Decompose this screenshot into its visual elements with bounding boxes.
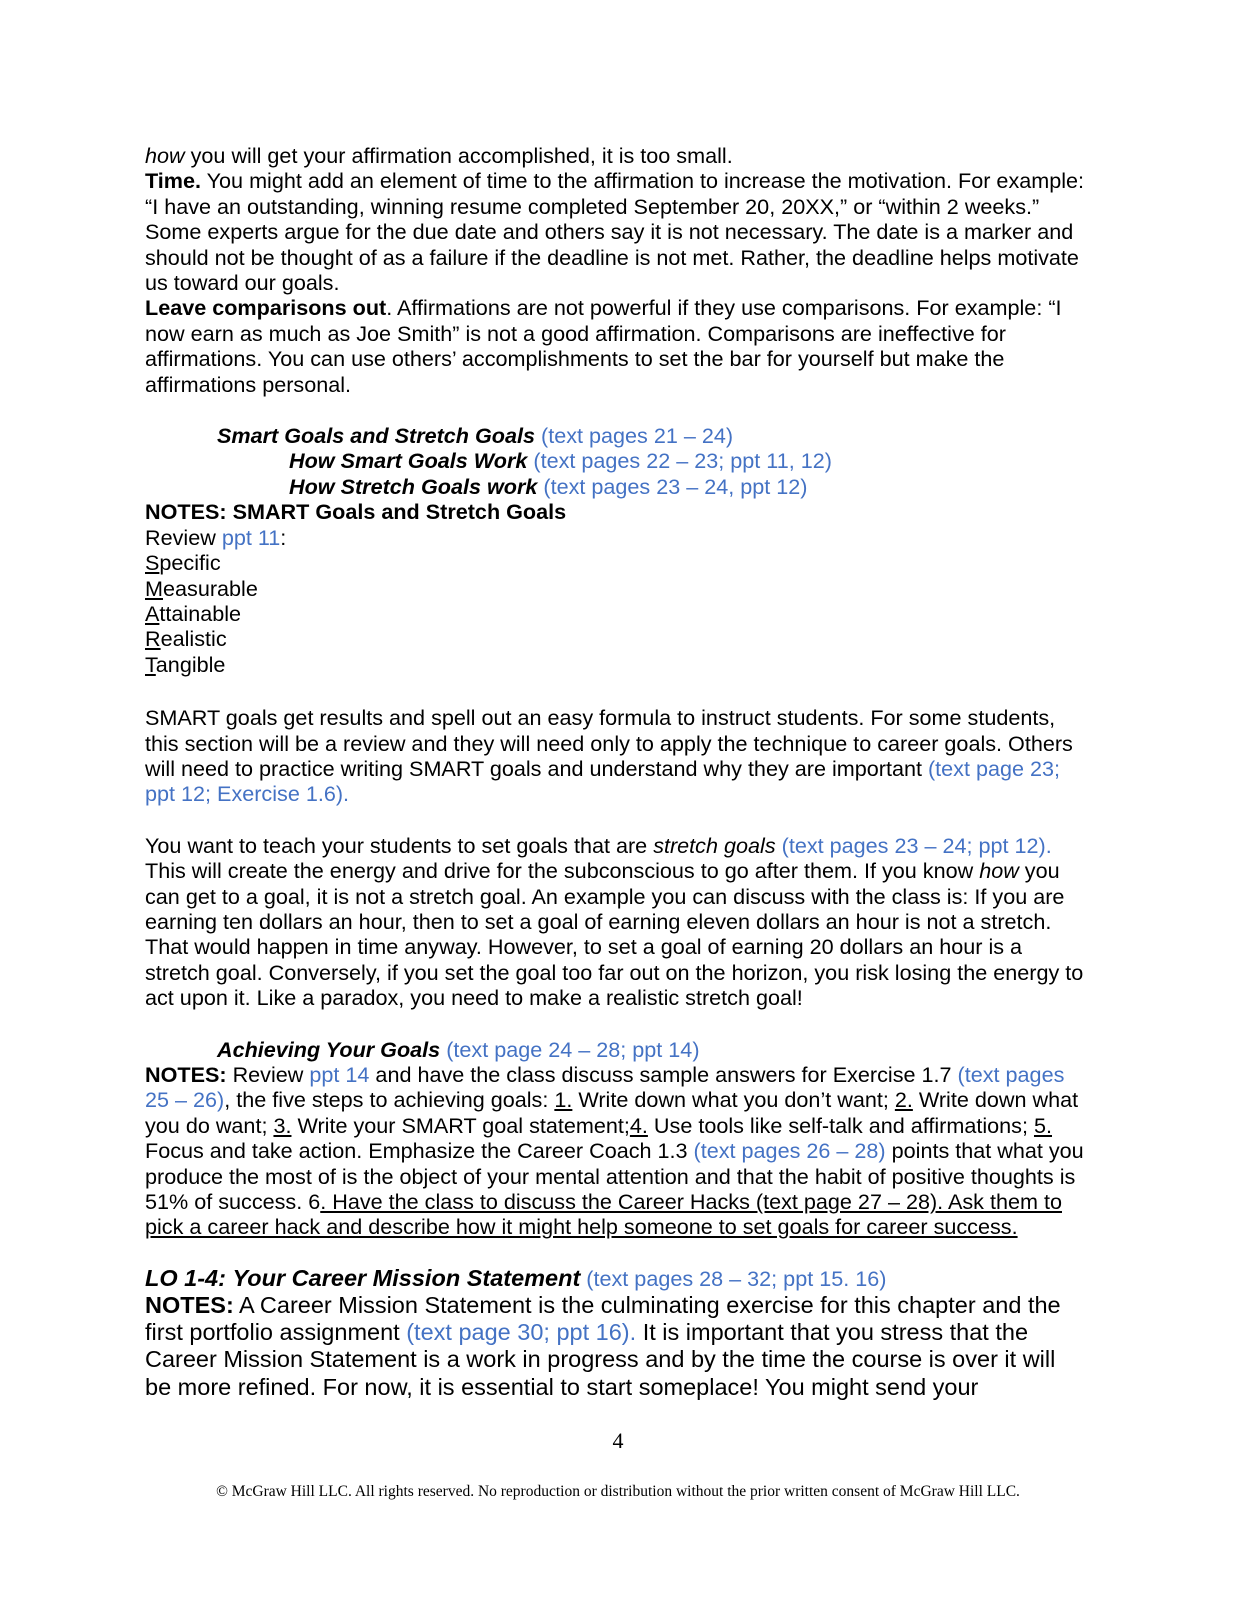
list-item: Tangible [145,651,226,677]
career-hacks-instruction: . Have the class to discuss the Career Hacks (text page 27 – 28). Ask them to pick a career hack and describe how it might help someone to set goals for career success. [145,1189,1062,1240]
comparisons-heading: Leave comparisons out [145,295,387,321]
copyright-notice: © McGraw Hill LLC. All rights reserved. No reproduction or distribution without the prior written consent of McGraw Hill LLC. [216,1483,1020,1500]
page-number: 4 [612,1428,624,1453]
page-body [145,143,1085,1401]
list-item: Attainable [145,600,242,626]
text-reference: (text pages 28 – 32; ppt 15. 16) [580,1265,887,1291]
how-smart-heading: How Smart Goals Work (text pages 22 – 23; ppt 11, 12) [289,448,832,474]
achieving-goals-notes: NOTES: Review ppt 14 and have the class discuss sample answers for Exercise 1.7 (text pages 25 – 26), the five steps to achieving goals: 1. Write down what you don’t want; 2. Write down what you do want; 3. Write your SMART goal statement;4. Use tools like self-talk and affirmations; 5. Focus and take action. Emphasize the Career Coach 1.3 (text pages 26 – 28) points that what you produce the most of is the object of your mental attention and that the habit of positive thoughts is 51% of success. 6. Have the class to discuss the Career Hacks (text page 27 – 28). Ask them to pick a career hack and describe how it might help someone to set goals for career success. [145,1062,1084,1240]
lo-1-4-heading: LO 1-4: Your Career Mission Statement (text pages 28 – 32; ppt 15. 16) [145,1264,887,1291]
time-paragraph: Time. You might add an element of time to the affirmation to increase the motivation. For example: “I have an outstanding, winning resume completed September 20, 20XX,” or “within 2 weeks.” Some experts argue for the due date and others say it is not necessary. The date is a marker and should not be thought of as a failure if the deadline is not met. Rather, the deadline helps motivate us toward our goals. [145,168,1085,296]
stretch-goals-paragraph: You want to teach your students to set goals that are stretch goals (text pages 23 – 24; ppt 12). This will create the energy and drive for the subconscious to go after them. If you know how you can get to a goal, it is not a stretch goal. An example you can discuss with the class is: If you are earning ten dollars an hour, then to set a goal of earning eleven dollars an hour is not a stretch. That would happen in time anyway. However, to set a goal of earning 20 dollars an hour is a stretch goal. Conversely, if you set the goal too far out on the horizon, you risk losing the energy to act upon it. Like a paradox, you need to make a realistic stretch goal! [145,832,1084,1011]
text-reference: (text page 30; ppt 16). [406,1319,637,1346]
ppt-reference: ppt 14 [309,1062,370,1087]
ppt-reference: ppt 11 [221,524,281,550]
text-reference: (text pages 21 – 24) [535,423,734,449]
text-reference: (text pages 25 – 26) [145,1062,1065,1113]
how-stretch-heading: How Stretch Goals work (text pages 23 – 24, ppt 12) [289,473,808,499]
text-reference: (text page 24 – 28; ppt 14) [440,1036,700,1062]
comparisons-paragraph: Leave comparisons out. Affirmations are not powerful if they use comparisons. For example: “I now earn as much as Joe Smith” is not a good affirmation. Comparisons are ineffective for affirmations. You can use others’ accomplishments to set the bar for yourself but make the affirmations personal. [145,295,1062,397]
text-reference: (text page 23; ppt 12; Exercise 1.6). [145,755,1061,807]
text-reference: (text pages 23 – 24; ppt 12). [775,832,1052,858]
affirmation-size-paragraph: how you will get your affirmation accomplished, it is too small. [145,143,733,168]
smart-acronym-list [145,550,1085,677]
list-item: Specific [145,550,221,576]
review-line: Review ppt 11: [145,524,287,550]
time-heading: Time. [145,168,202,194]
text-reference: (text pages 26 – 28) [693,1138,886,1164]
achieving-goals-heading: Achieving Your Goals (text page 24 – 28; ppt 14) [217,1036,700,1062]
smart-stretch-heading: Smart Goals and Stretch Goals (text pages 21 – 24) [217,423,734,449]
notes-smart-title: NOTES: SMART Goals and Stretch Goals [145,499,567,525]
mission-statement-notes: NOTES: A Career Mission Statement is the culminating exercise for this chapter and the first portfolio assignment (text page 30; ppt 16). It is important that you stress that the Career Mission Statement is a work in progress and by the time the course is over it will be more refined. For now, it is essential to start someplace! You might send your [145,1292,1061,1400]
list-item: Realistic [145,626,227,652]
smart-goals-paragraph: SMART goals get results and spell out an easy formula to instruct students. For some students, this section will be a review and they will need only to apply the technique to career goals. Others will need to practice writing SMART goals and understand why they are important (text page 23; ppt 12; Exercise 1.6). [145,705,1073,807]
text-reference: (text pages 22 – 23; ppt 11, 12) [527,448,832,474]
text-reference: (text pages 23 – 24, ppt 12) [537,473,808,499]
list-item: Measurable [145,575,258,601]
